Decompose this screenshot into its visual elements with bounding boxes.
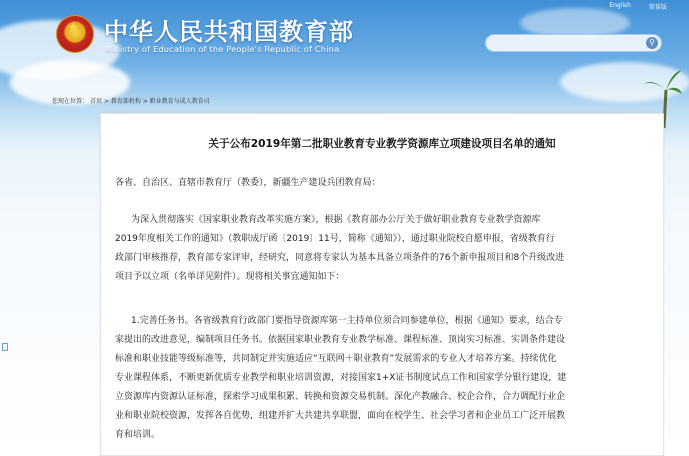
left-edge-marker xyxy=(2,343,8,351)
paragraph-line: 专业课程体系，不断更新优质专业教学和职业培训资源，对接国家1+X证书制度试点工作和国家学分银行建设，建 xyxy=(115,373,567,383)
paragraph-line: 政部门审核推荐，教育部专家评审，经研究，同意将专家认为基本具备立项条件的76个新申报项目和8个升级改进 xyxy=(115,253,565,263)
site-title[interactable]: 中华人民共和国教育部 xyxy=(104,18,354,46)
breadcrumb-vocational-dept[interactable]: 职业教育与成人教育司 xyxy=(149,98,210,105)
top-links xyxy=(609,2,667,11)
paragraph-line: 家提出的改进意见，编制项目任务书。依据国家职业教育专业教学标准、课程标准、顶岗实习标准、实训条件建设 xyxy=(115,335,566,345)
search-input[interactable] xyxy=(494,37,643,50)
breadcrumb-ministry-organs[interactable]: 教育部机构 xyxy=(110,98,141,105)
paragraph-line: 为深入贯彻落实《国家职业教育改革实施方案》，根据《教育部办公厅关于做好职业教育专业教学资源库 xyxy=(131,215,541,225)
paragraph-line: 标准和职业技能等级标准等，共同制定并实施适应“互联网＋职业教育”发展需求的专业人才培养方案。持续优化 xyxy=(115,354,557,364)
link-english[interactable]: English xyxy=(609,2,631,9)
article-salutation: 各省、自治区、直辖市教育厅（教委），新疆生产建设兵团教育局： xyxy=(115,178,381,188)
paragraph-line: 育和培训。 xyxy=(115,430,161,440)
paragraph-line: 2019年度相关工作的通知》（教职成厅函〔2019〕11号，简称《通知》），通过职业院校自愿申报，省级教育行 xyxy=(115,234,555,244)
paragraph-line: 1.完善任务书。各省级教育行政部门要指导资源库第一主持单位须合同参建单位，根据《通知》要求，结合专 xyxy=(131,316,563,326)
site-subtitle: Ministry of Education of the People's Republic of China xyxy=(105,44,340,54)
paragraph-line: 项目予以立项（名单详见附件）。现将相关事宜通知如下： xyxy=(115,272,345,282)
search-icon[interactable]: ⚲ xyxy=(646,37,658,49)
breadcrumb-home[interactable]: 首页 xyxy=(89,98,102,105)
breadcrumb-label: 您现在位置 xyxy=(52,98,83,105)
article-card xyxy=(100,113,664,456)
link-simplified-chinese[interactable]: 简体版 xyxy=(648,4,667,11)
article-title: 关于公布2019年第二批职业教育专业教学资源库立项建设项目名单的通知 xyxy=(208,138,556,150)
search-box[interactable] xyxy=(485,34,662,52)
national-emblem-icon: ★ xyxy=(56,15,94,53)
breadcrumb: 您现在位置： 首页 > 教育部机构 > 职业教育与成人教育司 xyxy=(52,98,210,105)
paragraph-line: 立资源库内资源认证标准，探索学习成果积累、转换和资源交易机制。深化产教融合、校企合作，合力调配行业企 xyxy=(115,392,566,402)
paragraph-line: 业和职业院校资源，发挥各自优势，组建并扩大共建共享联盟，面向在校学生、社会学习者和企业员工广泛开展教 xyxy=(115,411,566,421)
